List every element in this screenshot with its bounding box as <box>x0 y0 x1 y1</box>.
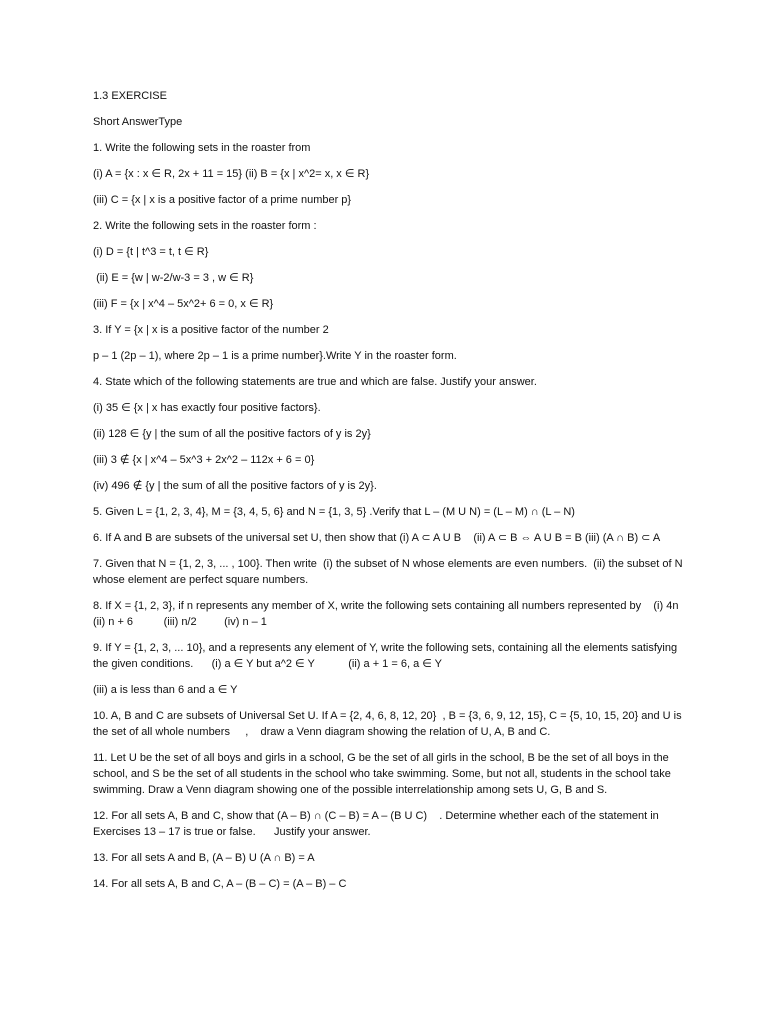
question-2-part-ii: (ii) E = {w | w-2/w-3 = 3 , w ∈ R} <box>93 272 254 284</box>
question-3-continued: p – 1 (2p – 1), where 2p – 1 is a prime number}.Write Y in the roaster form. <box>93 350 457 362</box>
question-2-part-iii: (iii) F = {x | x^4 – 5x^2+ 6 = 0, x ∈ R} <box>93 298 274 310</box>
question-4-part-ii: (ii) 128 ∈ {y | the sum of all the positive factors of y is 2y} <box>93 428 371 440</box>
question-4-part-iv: (iv) 496 ∉ {y | the sum of all the positive factors of y is 2y}. <box>93 480 377 492</box>
question-12: 12. For all sets A, B and C, show that (A – B) ∩ (C – B) = A – (B U C) . Determine whether each of the statement in Exercises 13 – 17 is true or false. Justify your answer. <box>93 810 662 838</box>
question-5: 5. Given L = {1, 2, 3, 4}, M = {3, 4, 5, 6} and N = {1, 3, 5} .Verify that L – (M U N) = (L – M) ∩ (L – N) <box>93 506 575 518</box>
question-1: 1. Write the following sets in the roaster from <box>93 142 311 154</box>
question-6: 6. If A and B are subsets of the universal set U, then show that (i) A ⊂ A U B (ii) A ⊂ B ⇔ A U B = B (iii) (A ∩ B) ⊂ A <box>93 532 661 544</box>
question-1-parts-i-ii: (i) A = {x : x ∈ R, 2x + 11 = 15} (ii) B = {x | x^2= x, x ∈ R} <box>93 168 370 180</box>
question-10: 10. A, B and C are subsets of Universal Set U. If A = {2, 4, 6, 8, 12, 20} , B = {3, 6, 9, 12, 15}, C = {5, 10, 15, 20} and U is the set of all whole numbers , draw a Venn diagram showing the relation of U, A, B and C. <box>93 710 685 738</box>
question-14: 14. For all sets A, B and C, A – (B – C) = (A – B) – C <box>93 878 347 890</box>
question-7: 7. Given that N = {1, 2, 3, ... , 100}. Then write (i) the subset of N whose elements are even numbers. (ii) the subset of N whose element are perfect square numbers. <box>93 558 686 586</box>
question-2-part-i: (i) D = {t | t^3 = t, t ∈ R} <box>93 246 209 258</box>
question-4-part-i: (i) 35 ∈ {x | x has exactly four positive factors}. <box>93 402 321 414</box>
question-1-part-iii: (iii) C = {x | x is a positive factor of a prime number p} <box>93 194 352 206</box>
question-8: 8. If X = {1, 2, 3}, if n represents any member of X, write the following sets containing all numbers represented by (i) 4n (ii) n + 6 (iii) n/2 (iv) n – 1 <box>93 600 697 628</box>
exercise-heading: 1.3 EXERCISE <box>93 90 167 102</box>
exercise-content <box>93 88 697 902</box>
question-3: 3. If Y = {x | x is a positive factor of the number 2 <box>93 324 329 336</box>
question-4-part-iii: (iii) 3 ∉ {x | x^4 – 5x^3 + 2x^2 – 112x + 6 = 0} <box>93 454 315 466</box>
question-9-part-iii: (iii) a is less than 6 and a ∈ Y <box>93 684 238 696</box>
question-9: 9. If Y = {1, 2, 3, ... 10}, and a represents any element of Y, write the following sets, containing all the elements satisfying the given conditions. (i) a ∈ Y but a^2 ∈ Y (ii) a + 1 = 6, a ∈ Y <box>93 642 681 670</box>
question-4: 4. State which of the following statements are true and which are false. Justify your answer. <box>93 376 537 388</box>
question-2: 2. Write the following sets in the roaster form : <box>93 220 317 232</box>
question-13: 13. For all sets A and B, (A – B) U (A ∩ B) = A <box>93 852 315 864</box>
question-11: 11. Let U be the set of all boys and girls in a school, G be the set of all girls in the school, B be the set of all boys in the school, and S be the set of all students in the school who take swimming. Some, but not all, students in the school take swimming. Draw a Venn diagram showing one of the possible interrelationship among sets U, G, B and S. <box>93 752 674 796</box>
section-subheading: Short AnswerType <box>93 116 183 128</box>
